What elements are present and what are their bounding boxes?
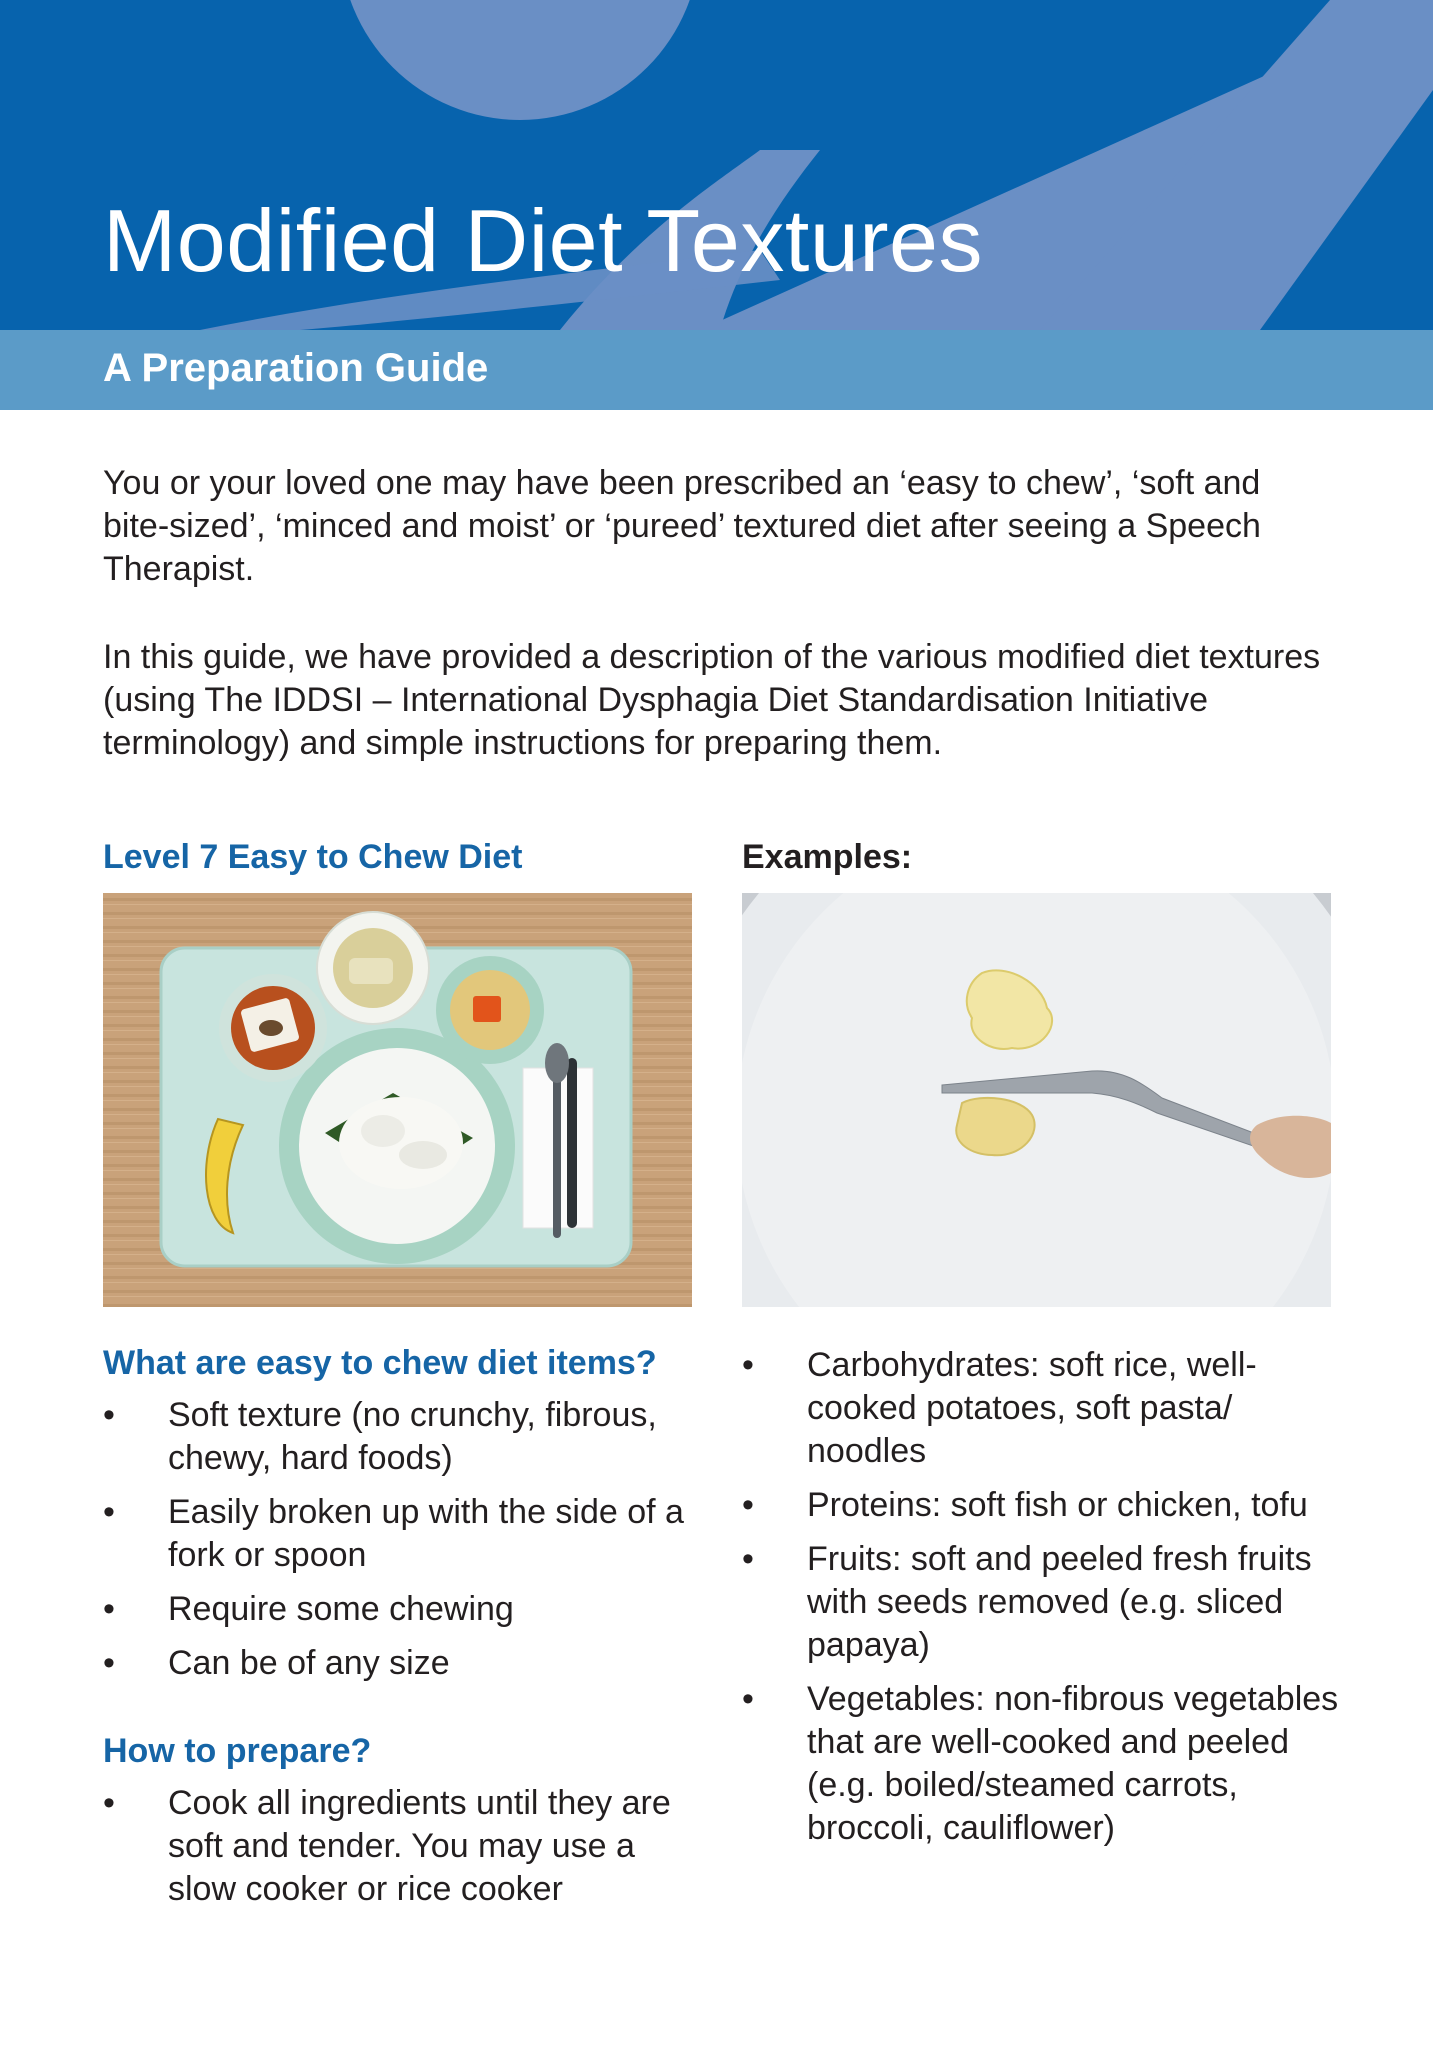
list-item: • Can be of any size [103, 1642, 703, 1685]
list-item: • Soft texture (no crunchy, fibrous, chewy, hard foods) [103, 1396, 657, 1477]
list-item: • Proteins: soft fish or chicken, tofu [742, 1484, 1352, 1527]
intro-paragraph-1: You or your loved one may have been prescribed an ‘easy to chew’, ‘soft and bite-sized’, ‘minced and moist’ or ‘pureed’ textured diet after seeing a Speech Therapist. [103, 464, 1261, 588]
intro-paragraph-2: In this guide, we have provided a description of the various modified diet textures (using The IDDSI – International Dysphagia Diet Standardisation Initiative terminology) and simple instructions for preparing them. [103, 638, 1321, 762]
meal-tray-photo [103, 893, 692, 1307]
bullet-icon: • [742, 1346, 754, 1384]
list-item: • Fruits: soft and peeled fresh fruits with seeds removed (e.g. sliced papaya) [742, 1540, 1312, 1664]
bullet-icon: • [103, 1493, 115, 1531]
prepare-heading: How to prepare? [103, 1732, 372, 1770]
bullet-icon: • [742, 1540, 754, 1578]
page-subtitle: A Preparation Guide [103, 346, 489, 390]
level-7-heading: Level 7 Easy to Chew Diet [103, 838, 523, 876]
list-item: • Require some chewing [103, 1588, 703, 1631]
items-list [103, 1394, 703, 1696]
bullet-icon: • [742, 1486, 754, 1524]
fork-test-photo [742, 893, 1331, 1307]
list-item: • Vegetables: non-fibrous vegetables that are well-cooked and peeled (e.g. boiled/steamed carrots, broccoli, cauliflower) [742, 1680, 1339, 1847]
prepare-list [103, 1782, 703, 1922]
bullet-icon: • [103, 1396, 115, 1434]
examples-heading: Examples: [742, 838, 913, 876]
page-title: Modified Diet Textures [103, 191, 983, 290]
list-item: • Easily broken up with the side of a fork or spoon [103, 1493, 684, 1574]
bullet-icon: • [103, 1784, 115, 1822]
bullet-icon: • [742, 1680, 754, 1718]
list-item: • Cook all ingredients until they are soft and tender. You may use a slow cooker or rice cooker [103, 1784, 671, 1908]
items-heading: What are easy to chew diet items? [103, 1344, 657, 1382]
bullet-icon: • [103, 1590, 115, 1628]
examples-list [742, 1344, 1352, 1861]
list-item: • Carbohydrates: soft rice, well-cooked potatoes, soft pasta/ noodles [742, 1346, 1257, 1470]
bullet-icon: • [103, 1644, 115, 1682]
